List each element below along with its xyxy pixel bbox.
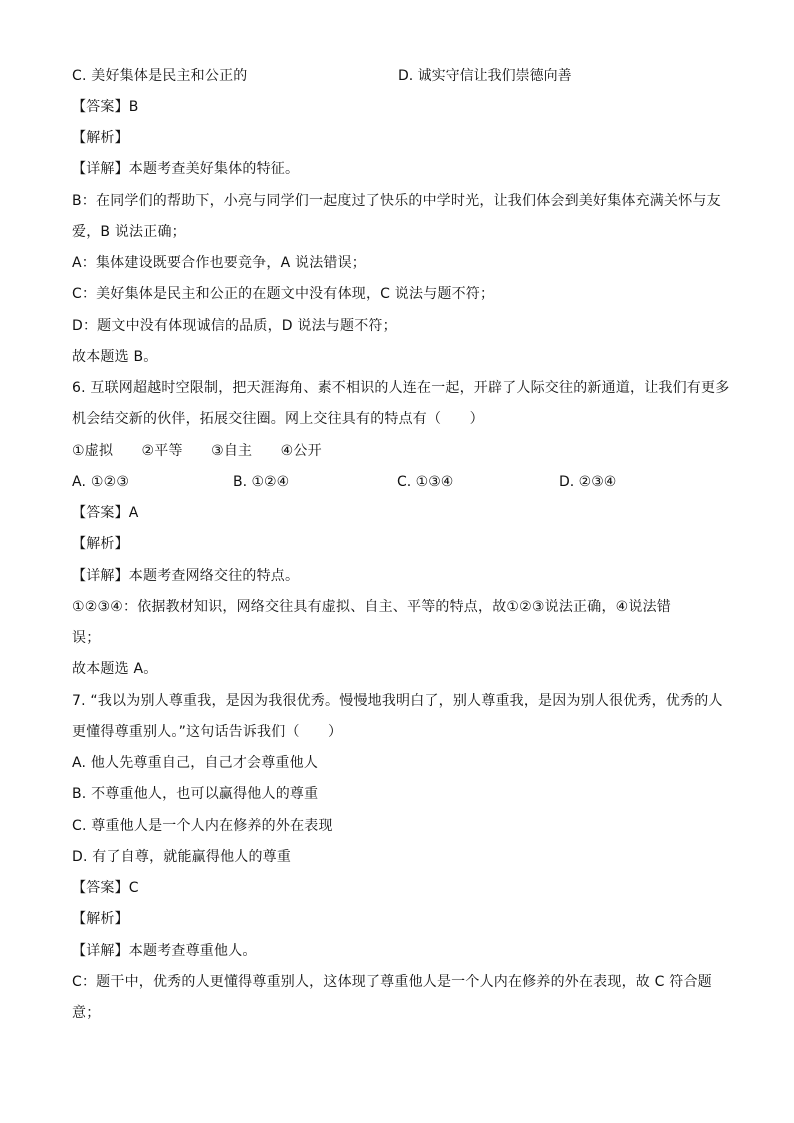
q7-answer: 【答案】C bbox=[72, 880, 139, 896]
q7-option-b: B. 不尊重他人，也可以赢得他人的尊重 bbox=[72, 786, 319, 802]
q5-conclusion: 故本题选 B。 bbox=[72, 349, 158, 365]
q6-explanation-line1: ①②③④：依据教材知识，网络交往具有虚拟、自主、平等的特点，故①②③说法正确，④说法错 bbox=[72, 599, 672, 615]
q6-option-d: D. ②③④ bbox=[559, 474, 617, 490]
q6-option-b: B. ①②④ bbox=[233, 474, 290, 490]
q7-explanation-line1: C：题干中，优秀的人更懂得尊重别人，这体现了尊重他人是一个人内在修养的外在表现，故 C 符合题 bbox=[72, 974, 712, 990]
q6-conclusion: 故本题选 A。 bbox=[72, 661, 158, 677]
q5-option-c: C. 美好集体是民主和公正的 bbox=[72, 68, 248, 84]
q7-option-a: A. 他人先尊重自己，自己才会尊重他人 bbox=[72, 755, 319, 771]
q5-explanation-d: D：题文中没有体现诚信的品质，D 说法与题不符； bbox=[72, 318, 397, 334]
q5-detail: 【详解】本题考查美好集体的特征。 bbox=[72, 161, 300, 177]
q6-answer: 【答案】A bbox=[72, 505, 139, 521]
q7-analysis-heading: 【解析】 bbox=[72, 911, 129, 927]
q7-option-c: C. 尊重他人是一个人内在修养的外在表现 bbox=[72, 818, 333, 834]
q6-option-c: C. ①③④ bbox=[397, 474, 454, 490]
q6-analysis-heading: 【解析】 bbox=[72, 536, 129, 552]
q7-stem-line1: 7. “我以为别人尊重我，是因为我很优秀。慢慢地我明白了，别人尊重我，是因为别人很优秀，优秀的人 bbox=[72, 693, 723, 709]
q5-answer: 【答案】B bbox=[72, 99, 139, 115]
q6-stem-line2: 机会结交新的伙伴，拓展交往圈。网上交往具有的特点有（ ） bbox=[72, 411, 484, 427]
q5-explanation-c: C：美好集体是民主和公正的在题文中没有体现，C 说法与题不符； bbox=[72, 286, 495, 302]
q6-explanation-line2: 误； bbox=[72, 630, 101, 646]
q7-option-d: D. 有了自尊，就能赢得他人的尊重 bbox=[72, 849, 292, 865]
q6-option-a: A. ①②③ bbox=[72, 474, 130, 490]
q6-items: ①虚拟 ②平等 ③自主 ④公开 bbox=[72, 443, 322, 459]
q5-option-d: D. 诚实守信让我们崇德向善 bbox=[398, 68, 572, 84]
q5-explanation-a: A：集体建设既要合作也要竞争，A 说法错误； bbox=[72, 255, 367, 271]
q6-stem-line1: 6. 互联网超越时空限制，把天涯海角、素不相识的人连在一起，开辟了人际交往的新通道，让我们有更多 bbox=[72, 380, 730, 396]
q5-explanation-b-line2: 爱，B 说法正确； bbox=[72, 224, 186, 240]
q6-detail: 【详解】本题考查网络交往的特点。 bbox=[72, 568, 300, 584]
q5-explanation-b-line1: B：在同学们的帮助下，小亮与同学们一起度过了快乐的中学时光，让我们体会到美好集体充满关怀与友 bbox=[72, 193, 721, 209]
q5-analysis-heading: 【解析】 bbox=[72, 130, 129, 146]
q7-explanation-line2: 意； bbox=[72, 1005, 101, 1021]
q7-stem-line2: 更懂得尊重别人。”这句话告诉我们（ ） bbox=[72, 724, 343, 740]
q7-detail: 【详解】本题考查尊重他人。 bbox=[72, 943, 257, 959]
